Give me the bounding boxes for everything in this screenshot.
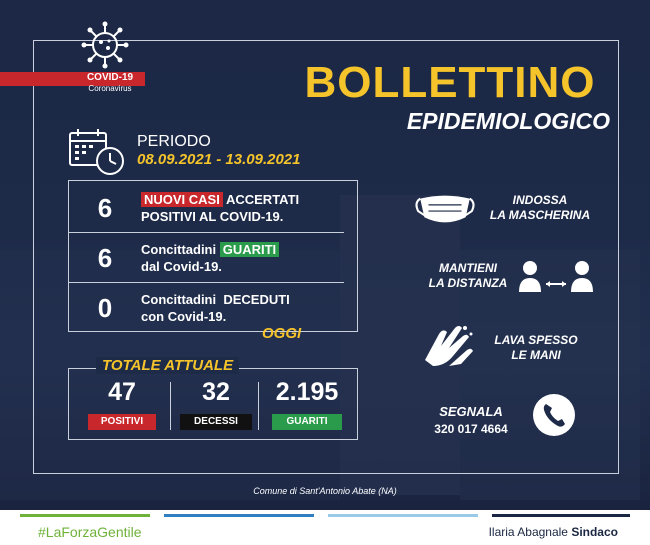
- recovered-text: [141, 241, 355, 275]
- mayor-role: Sindaco: [571, 525, 618, 539]
- new-cases-line2: POSITIVI AL COVID-19.: [141, 209, 284, 224]
- stat-row-deaths: [69, 283, 357, 333]
- calendar-clock-icon: [68, 127, 128, 177]
- period-value: 08.09.2021 - 13.09.2021: [137, 151, 301, 168]
- totals-divider: [170, 382, 171, 430]
- total-deaths-number: 32: [202, 378, 230, 406]
- new-cases-number: 6: [97, 193, 113, 223]
- footer-stripe-green: [20, 514, 150, 517]
- total-recovered: [264, 378, 350, 432]
- advice-mask-line2: LA MASCHERINA: [489, 208, 591, 222]
- advice-mask: [480, 193, 600, 223]
- total-deaths-badge: DECESSI: [180, 414, 252, 430]
- source-note: Comune di Sant'Antonio Abate (NA): [253, 486, 397, 496]
- total-recovered-badge: GUARITI: [272, 414, 342, 430]
- total-deaths: [176, 378, 256, 432]
- recovered-tag: GUARITI: [220, 242, 279, 257]
- advice-report: [416, 403, 526, 438]
- total-positive: [82, 378, 162, 432]
- recovered-number: 6: [97, 243, 113, 273]
- phone-icon: [531, 392, 577, 438]
- total-positive-number: 47: [108, 378, 136, 406]
- deaths-number: 0: [97, 293, 113, 323]
- mayor-signature: [489, 525, 618, 539]
- mask-icon: [414, 188, 476, 230]
- totals-divider: [258, 382, 259, 430]
- hand-wash-icon: [418, 320, 480, 370]
- new-cases-tag: NUOVI CASI: [141, 192, 223, 207]
- advice-distance: [418, 261, 518, 291]
- recovered-line2: dal Covid-19.: [141, 259, 222, 274]
- covid-subtitle: Coronavirus: [88, 84, 132, 93]
- deaths-line2: con Covid-19.: [141, 309, 227, 324]
- today-label: OGGI: [262, 325, 302, 342]
- total-positive-badge: POSITIVI: [88, 414, 156, 430]
- new-cases-text: [141, 191, 355, 225]
- footer-stripe-lightblue: [328, 514, 478, 517]
- footer-stripe-blue: [164, 514, 314, 517]
- page-title: BOLLETTINO: [304, 58, 596, 107]
- today-stats-box: [68, 180, 358, 332]
- virus-icon: [75, 20, 135, 70]
- period-label: PERIODO: [137, 133, 211, 150]
- advice-hands: [482, 333, 590, 363]
- mayor-name: Ilaria Abagnale: [488, 525, 572, 539]
- advice-distance-line1: MANTIENI: [439, 261, 497, 275]
- distance-icon: [516, 258, 596, 294]
- report-phone-number: 320 017 4664: [434, 422, 508, 436]
- new-cases-line1: ACCERTATI: [222, 192, 300, 207]
- hashtag: #LaForzaGentile: [38, 524, 142, 540]
- advice-hands-line2: LE MANI: [511, 348, 561, 362]
- advice-mask-line1: INDOSSA: [512, 193, 568, 207]
- deaths-text: [141, 291, 355, 325]
- deaths-line1: Concittadini DECEDUTI: [141, 292, 290, 307]
- advice-hands-line1: LAVA SPESSO: [494, 333, 578, 347]
- page-subtitle: EPIDEMIOLOGICO: [406, 108, 610, 134]
- total-recovered-number: 2.195: [275, 378, 339, 406]
- stat-row-recovered: [69, 233, 357, 283]
- recovered-line1: Concittadini: [141, 242, 220, 257]
- footer-stripe-navy: [492, 514, 630, 517]
- covid-title: COVID-19: [86, 72, 134, 83]
- advice-distance-line2: LA DISTANZA: [428, 276, 508, 290]
- totals-label: TOTALE ATTUALE: [96, 357, 239, 374]
- advice-report-line1: SEGNALA: [439, 404, 503, 419]
- stat-row-new-cases: [69, 183, 357, 233]
